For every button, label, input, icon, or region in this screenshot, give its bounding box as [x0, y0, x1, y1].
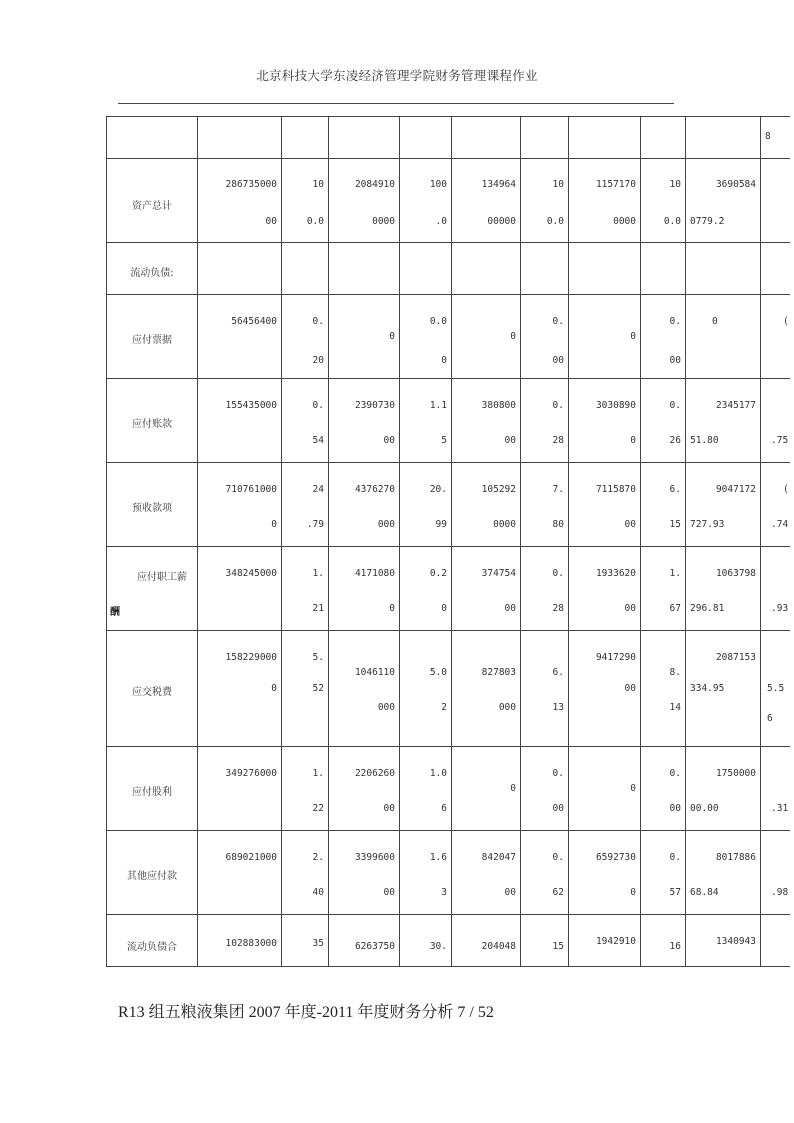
cell-value: 0 [271, 519, 277, 530]
table-row-continuation [107, 117, 794, 159]
cell-value: 00 [624, 603, 636, 614]
cell-value: 52 [312, 683, 324, 694]
cell-value: 1157170 [595, 179, 636, 190]
cell-value: 0. [552, 768, 564, 779]
cell-value: 7115870 [595, 484, 636, 495]
cell-value: 15 [669, 519, 681, 530]
cell-value: 0 [389, 603, 395, 614]
cell-value: 10 [552, 179, 564, 190]
cell-value: 100 [429, 179, 447, 190]
cell-value: 0 [630, 887, 636, 898]
table-row-total-assets [107, 159, 794, 243]
row-label: 应交税费 [132, 687, 172, 698]
cell-value: 8 [765, 131, 771, 142]
cell-value: 710761000 [225, 484, 277, 495]
cell-value: 80 [552, 519, 564, 530]
cell-value: 00 [504, 887, 516, 898]
page-header: 北京科技大学东凌经济管理学院财务管理课程作业 [256, 68, 538, 83]
cell-value: 5 [441, 435, 447, 446]
cell-value: 00 [552, 355, 564, 366]
row-label: 预收款项 [132, 503, 172, 514]
table-row-taxes-payable [107, 631, 794, 747]
cell-value: 827803 [481, 667, 516, 678]
cell-value: 842047 [481, 852, 516, 863]
cell-value: .98 [771, 887, 789, 898]
cell-value: 6 [767, 713, 773, 724]
cell-value: 00.00 [690, 803, 719, 814]
cell-value: 10 [312, 179, 324, 190]
cell-value: 2087153 [715, 652, 756, 663]
cell-value: 00 [383, 803, 395, 814]
row-label: 应付账款 [132, 419, 172, 430]
row-label-continuation: 酬 [110, 607, 120, 618]
cell-value: 5. [312, 652, 324, 663]
cell-value: 0. [669, 400, 681, 411]
balance-sheet-table [106, 116, 794, 967]
cell-value: ( [783, 316, 789, 327]
cell-value: .75 [771, 435, 789, 446]
cell-value: 0. [552, 316, 564, 327]
cell-value: 6592730 [595, 852, 636, 863]
cell-value: 1. [312, 768, 324, 779]
cell-value: 20 [312, 355, 324, 366]
table-row-current-liabilities-total [107, 915, 794, 967]
row-label: 流动负债合 [127, 942, 177, 953]
cell-value: 0. [552, 568, 564, 579]
cell-value: 00 [624, 683, 636, 694]
cell-value: 99 [435, 519, 447, 530]
cell-value: 1933620 [595, 568, 636, 579]
cell-value: 00 [669, 355, 681, 366]
cell-value: 40 [312, 887, 324, 898]
cell-value: 0 [630, 331, 636, 342]
cell-value: 1.1 [429, 400, 447, 411]
cell-value: 0000 [372, 216, 395, 227]
cell-value: 30. [429, 941, 447, 952]
cell-value: 26 [669, 435, 681, 446]
table-row-other-payables [107, 831, 794, 915]
cell-value: 0.2 [429, 568, 447, 579]
row-label: 其他应付款 [127, 871, 177, 882]
cell-value: 0. [669, 768, 681, 779]
cell-value: 24 [312, 484, 324, 495]
cell-value: 2206260 [354, 768, 395, 779]
cell-value: 00000 [487, 216, 516, 227]
cell-value: 13 [552, 702, 564, 713]
cell-value: 00 [624, 519, 636, 530]
cell-value: 62 [552, 887, 564, 898]
cell-value: 348245000 [225, 568, 277, 579]
cell-value: 68.84 [690, 887, 719, 898]
table-row-current-liabilities-header [107, 243, 794, 295]
cell-value: 57 [669, 887, 681, 898]
cell-value: 20. [429, 484, 447, 495]
cell-value: 5.5 [767, 683, 785, 694]
cell-value: 0. [552, 852, 564, 863]
row-label: 应付职工薪 [137, 572, 187, 583]
cell-value: 9417290 [595, 652, 636, 663]
cell-value: 1340943 [715, 936, 756, 947]
cell-value: 15 [552, 941, 564, 952]
cell-value: 158229000 [225, 652, 277, 663]
cell-value: 5.0 [429, 667, 447, 678]
cell-value: 0 [510, 783, 516, 794]
cell-value: 0 [389, 331, 395, 342]
cell-value: 380800 [481, 400, 516, 411]
cell-value: 2390730 [354, 400, 395, 411]
cell-value: 0 [712, 316, 718, 327]
page-footer: R13 组五粮液集团 2007 年度-2011 年度财务分析 7 / 52 [118, 1004, 494, 1021]
cell-value: 00 [504, 435, 516, 446]
cell-value: 67 [669, 603, 681, 614]
cell-value: 00 [669, 803, 681, 814]
cell-value: 374754 [481, 568, 516, 579]
header-rule [118, 103, 674, 104]
cell-value: 00 [265, 216, 277, 227]
cell-value: 3030890 [595, 400, 636, 411]
cell-value: 0. [552, 400, 564, 411]
cell-value: .79 [306, 519, 324, 530]
cell-value: 0 [271, 683, 277, 694]
cell-value: 35 [312, 938, 324, 949]
cell-value: 0 [510, 331, 516, 342]
cell-value: 56456400 [231, 316, 277, 327]
cell-value: 0.0 [546, 216, 564, 227]
cell-value: 00 [383, 435, 395, 446]
cell-value: 00 [552, 803, 564, 814]
cell-value: 00 [383, 887, 395, 898]
cell-value: 16 [669, 941, 681, 952]
cell-value: 349276000 [225, 768, 277, 779]
cell-value: 4171080 [354, 568, 395, 579]
row-label: 流动负债: [130, 268, 174, 279]
cell-value: 334.95 [690, 683, 725, 694]
cell-value: 28 [552, 603, 564, 614]
cell-value: 000 [377, 519, 395, 530]
cell-value: 296.81 [690, 603, 725, 614]
cell-value: 8017886 [715, 852, 756, 863]
cell-value: 000 [377, 702, 395, 713]
table-row-notes-payable [107, 295, 794, 379]
cell-value: .93 [771, 603, 789, 614]
cell-value: 1.6 [429, 852, 447, 863]
row-label: 资产总计 [132, 201, 172, 212]
table-row-payroll-payable [107, 547, 794, 631]
cell-value: 2. [312, 852, 324, 863]
cell-value: 3399600 [354, 852, 395, 863]
cell-value: 0. [669, 316, 681, 327]
cell-value: 134964 [481, 179, 516, 190]
table-row-advance-receipts [107, 463, 794, 547]
cell-value: 51.80 [690, 435, 719, 446]
cell-value: 1750000 [715, 768, 756, 779]
cell-value: 0 [441, 603, 447, 614]
cell-value: 54 [312, 435, 324, 446]
cell-value: 0. [669, 852, 681, 863]
cell-value: 2084910 [354, 179, 395, 190]
cell-value: 6263750 [354, 941, 395, 952]
cell-value: 0779.2 [690, 216, 725, 227]
cell-value: 28 [552, 435, 564, 446]
cell-value: 1.0 [429, 768, 447, 779]
cell-value: 0. [312, 400, 324, 411]
cell-value: 0 [630, 435, 636, 446]
cell-value: 000 [498, 702, 516, 713]
row-label: 应付股利 [132, 787, 172, 798]
cell-value: 22 [312, 803, 324, 814]
cell-value: 286735000 [225, 179, 277, 190]
cell-value: 6 [441, 803, 447, 814]
cell-value: 0.0 [663, 216, 681, 227]
cell-value: 7. [552, 484, 564, 495]
cell-value: 0.0 [306, 216, 324, 227]
table-row-dividends-payable [107, 747, 794, 831]
cell-value: 689021000 [225, 852, 277, 863]
page-edge-mask [790, 116, 794, 976]
cell-value: 0000 [613, 216, 636, 227]
cell-value: 00 [504, 603, 516, 614]
cell-value: 3 [441, 887, 447, 898]
cell-value: 6. [669, 484, 681, 495]
cell-value: ( [783, 484, 789, 495]
cell-value: 0.0 [429, 316, 447, 327]
cell-value: 204048 [481, 941, 516, 952]
table-row-accounts-payable [107, 379, 794, 463]
cell-value: 102883000 [225, 938, 277, 949]
cell-value: 727.93 [690, 519, 725, 530]
cell-value: 4376270 [354, 484, 395, 495]
cell-value: .31 [771, 803, 789, 814]
cell-value: 1. [669, 568, 681, 579]
row-label: 应付票据 [132, 335, 172, 346]
cell-value: 155435000 [225, 400, 277, 411]
cell-value: 1063798 [715, 568, 756, 579]
cell-value: 0000 [493, 519, 516, 530]
cell-value: 1. [312, 568, 324, 579]
cell-value: 8. [669, 667, 681, 678]
cell-value: 21 [312, 603, 324, 614]
cell-value: 2 [441, 702, 447, 713]
cell-value: 9047172 [715, 484, 756, 495]
cell-value: 3690584 [715, 179, 756, 190]
cell-value: .74 [771, 519, 789, 530]
cell-value: 2345177 [715, 400, 756, 411]
cell-value: 1046110 [354, 667, 395, 678]
cell-value: 6. [552, 667, 564, 678]
cell-value: 0. [312, 316, 324, 327]
cell-value: 14 [669, 702, 681, 713]
cell-value: .0 [435, 216, 447, 227]
cell-value: 1942910 [595, 936, 636, 947]
cell-value: 105292 [481, 484, 516, 495]
cell-value: 0 [441, 355, 447, 366]
cell-value: 0 [630, 783, 636, 794]
cell-value: 10 [669, 179, 681, 190]
